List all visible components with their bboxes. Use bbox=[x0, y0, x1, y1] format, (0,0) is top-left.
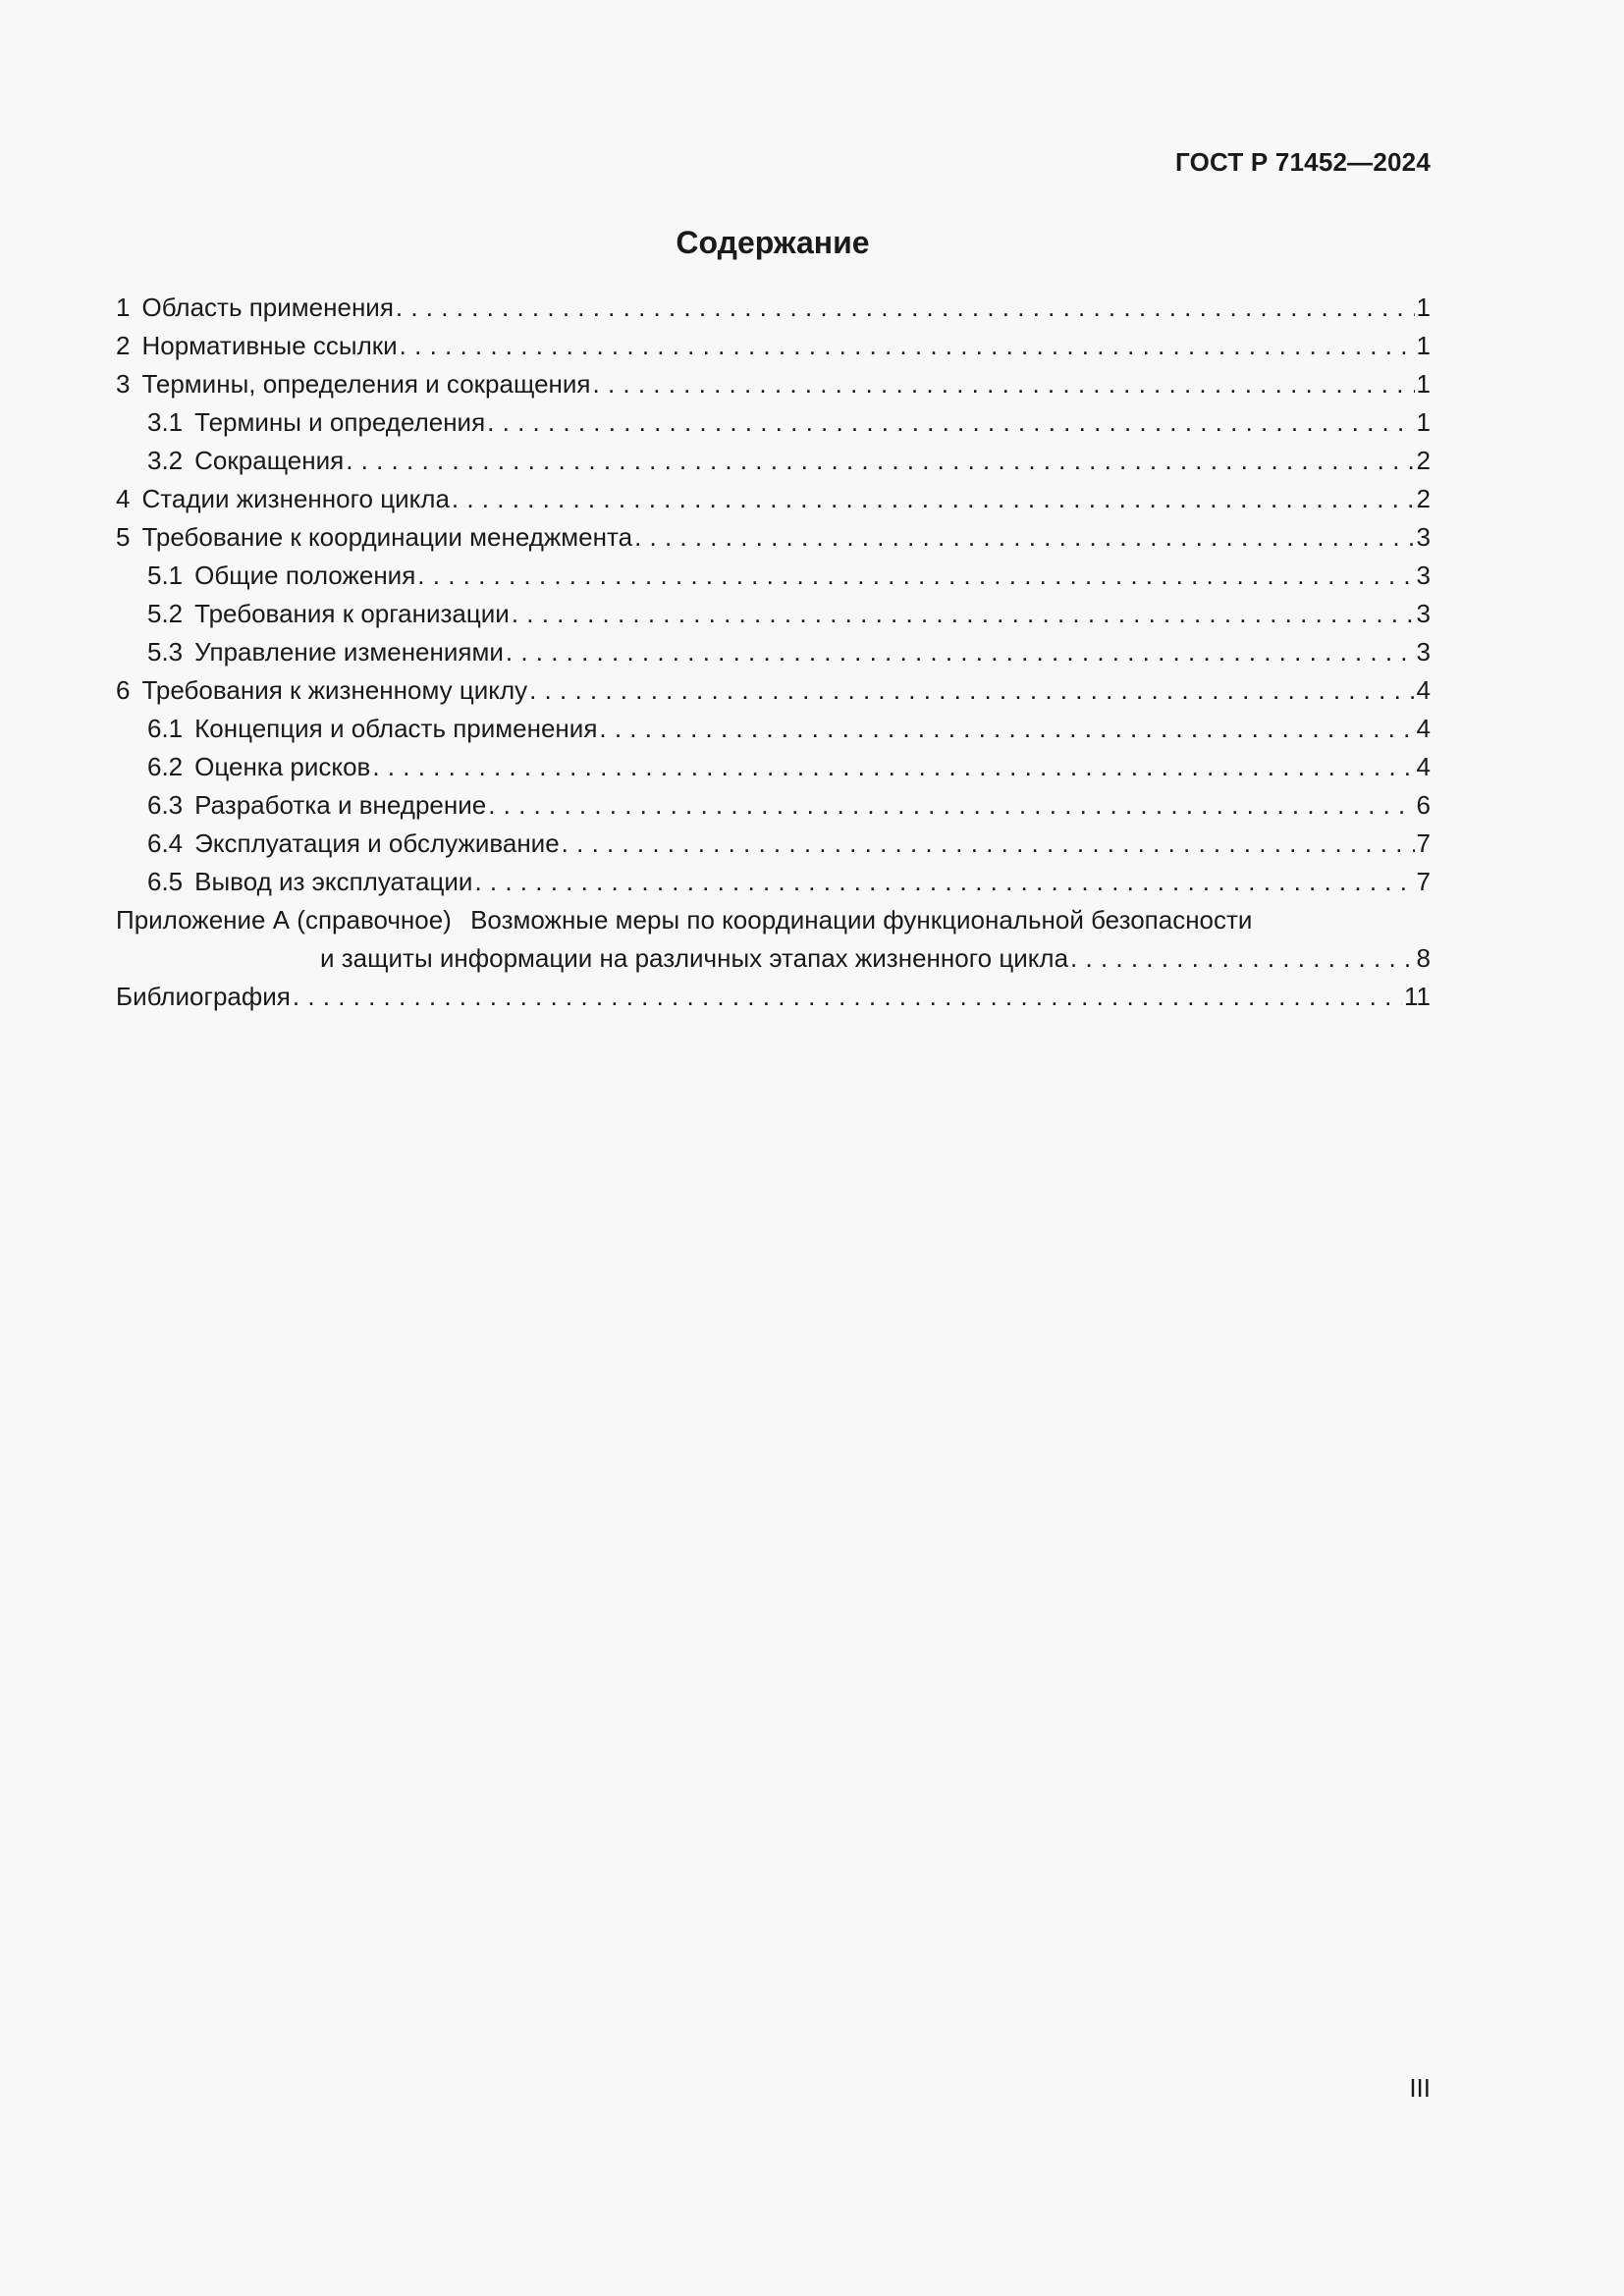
toc-entry-label: Общие положения bbox=[194, 561, 416, 590]
toc-entry-5-3[interactable] bbox=[116, 633, 1431, 671]
toc-entry-page: 7 bbox=[1416, 828, 1431, 858]
toc-entry-label: Вывод из эксплуатации bbox=[194, 867, 473, 896]
toc-entry-5-2[interactable] bbox=[116, 595, 1431, 633]
toc-entry-number: 3 bbox=[116, 369, 131, 399]
toc-entry-6-1[interactable] bbox=[116, 710, 1431, 748]
toc-entry-number: 5.3 bbox=[147, 637, 184, 667]
toc-entry-6[interactable] bbox=[116, 671, 1431, 710]
toc-entry-page: 3 bbox=[1416, 599, 1431, 628]
toc-entry-3[interactable] bbox=[116, 365, 1431, 403]
toc-entry-label: Термины, определения и сокращения bbox=[141, 369, 591, 399]
dot-leader bbox=[506, 633, 1415, 671]
toc-entry-label: Разработка и внедрение bbox=[194, 790, 487, 820]
dot-leader bbox=[417, 557, 1414, 595]
toc-entry-number: 3.2 bbox=[147, 446, 184, 475]
toc-entry-6-2[interactable] bbox=[116, 748, 1431, 786]
toc-entry-number: 5.1 bbox=[147, 561, 184, 590]
dot-leader bbox=[487, 403, 1414, 442]
table-of-contents bbox=[116, 289, 1431, 1016]
toc-entry-label: Сокращения bbox=[194, 446, 345, 475]
toc-entry-number: 5 bbox=[116, 522, 131, 552]
toc-entry-page: 1 bbox=[1416, 293, 1431, 322]
toc-entry-page: 4 bbox=[1416, 714, 1431, 743]
toc-entry-number: 6.3 bbox=[147, 790, 184, 820]
toc-entry-page: 2 bbox=[1416, 446, 1431, 475]
toc-entry-number: 6 bbox=[116, 675, 131, 705]
toc-entry-annex-a[interactable] bbox=[116, 901, 1431, 978]
annex-title-line2: и защиты информации на различных этапах жизненного цикла bbox=[320, 943, 1069, 973]
toc-entry-label: Библиография bbox=[116, 982, 291, 1011]
toc-entry-2[interactable] bbox=[116, 327, 1431, 365]
dot-leader bbox=[396, 289, 1415, 327]
dot-leader bbox=[488, 786, 1414, 825]
toc-entry-number: 4 bbox=[116, 484, 131, 513]
toc-entry-label: Эксплуатация и обслуживание bbox=[194, 828, 560, 858]
toc-entry-page: 11 bbox=[1404, 982, 1431, 1011]
toc-entry-page: 1 bbox=[1416, 407, 1431, 437]
annex-title-line1: Возможные меры по координации функциональной безопасности bbox=[470, 905, 1253, 934]
toc-entry-page: 4 bbox=[1416, 752, 1431, 781]
toc-entry-label: Управление изменениями bbox=[194, 637, 504, 667]
toc-entry-page: 2 bbox=[1416, 484, 1431, 513]
toc-entry-number: 1 bbox=[116, 293, 131, 322]
dot-leader bbox=[634, 518, 1414, 557]
toc-entry-number: 3.1 bbox=[147, 407, 184, 437]
toc-entry-label: Оценка рисков bbox=[194, 752, 371, 781]
dot-leader bbox=[372, 748, 1414, 786]
document-code: ГОСТ Р 71452—2024 bbox=[1175, 147, 1431, 177]
toc-entry-1[interactable] bbox=[116, 289, 1431, 327]
toc-entry-page: 4 bbox=[1416, 675, 1431, 705]
toc-entry-page: 3 bbox=[1416, 561, 1431, 590]
toc-entry-6-4[interactable] bbox=[116, 825, 1431, 863]
dot-leader bbox=[562, 825, 1415, 863]
toc-entry-label: Требования к организации bbox=[194, 599, 510, 628]
toc-entry-label: Термины и определения bbox=[194, 407, 486, 437]
dot-leader bbox=[452, 480, 1415, 518]
page-number: III bbox=[1409, 2073, 1431, 2103]
dot-leader bbox=[529, 671, 1414, 710]
toc-entry-page: 3 bbox=[1416, 522, 1431, 552]
toc-entry-label: Требование к координации менеджмента bbox=[141, 522, 633, 552]
toc-entry-bibliography[interactable] bbox=[116, 978, 1431, 1016]
annex-label: Приложение А (справочное) bbox=[116, 905, 452, 934]
toc-entry-6-3[interactable] bbox=[116, 786, 1431, 825]
toc-entry-label: Концепция и область применения bbox=[194, 714, 598, 743]
toc-entry-number: 6.2 bbox=[147, 752, 184, 781]
toc-entry-page: 1 bbox=[1416, 369, 1431, 399]
toc-title: Содержание bbox=[676, 225, 870, 260]
toc-entry-label: Нормативные ссылки bbox=[141, 331, 398, 360]
toc-entry-label: Стадии жизненного цикла bbox=[141, 484, 450, 513]
toc-entry-label: Область применения bbox=[141, 293, 394, 322]
dot-leader bbox=[346, 442, 1414, 480]
dot-leader bbox=[599, 710, 1414, 748]
dot-leader bbox=[512, 595, 1415, 633]
dot-leader bbox=[1070, 939, 1414, 978]
toc-entry-5-1[interactable] bbox=[116, 557, 1431, 595]
toc-entry-label: Требования к жизненному циклу bbox=[141, 675, 528, 705]
toc-entry-6-5[interactable] bbox=[116, 863, 1431, 901]
toc-entry-page: 3 bbox=[1416, 637, 1431, 667]
toc-entry-page: 1 bbox=[1416, 331, 1431, 360]
toc-entry-3-1[interactable] bbox=[116, 403, 1431, 442]
toc-entry-3-2[interactable] bbox=[116, 442, 1431, 480]
dot-leader bbox=[400, 327, 1415, 365]
dot-leader bbox=[593, 365, 1415, 403]
toc-entry-5[interactable] bbox=[116, 518, 1431, 557]
toc-entry-page: 6 bbox=[1416, 790, 1431, 820]
dot-leader bbox=[293, 978, 1402, 1016]
toc-entry-page: 8 bbox=[1416, 943, 1431, 973]
toc-entry-page: 7 bbox=[1416, 867, 1431, 896]
toc-entry-number: 2 bbox=[116, 331, 131, 360]
toc-entry-number: 6.1 bbox=[147, 714, 184, 743]
toc-entry-number: 5.2 bbox=[147, 599, 184, 628]
toc-entry-4[interactable] bbox=[116, 480, 1431, 518]
dot-leader bbox=[474, 863, 1414, 901]
toc-entry-number: 6.5 bbox=[147, 867, 184, 896]
toc-entry-number: 6.4 bbox=[147, 828, 184, 858]
